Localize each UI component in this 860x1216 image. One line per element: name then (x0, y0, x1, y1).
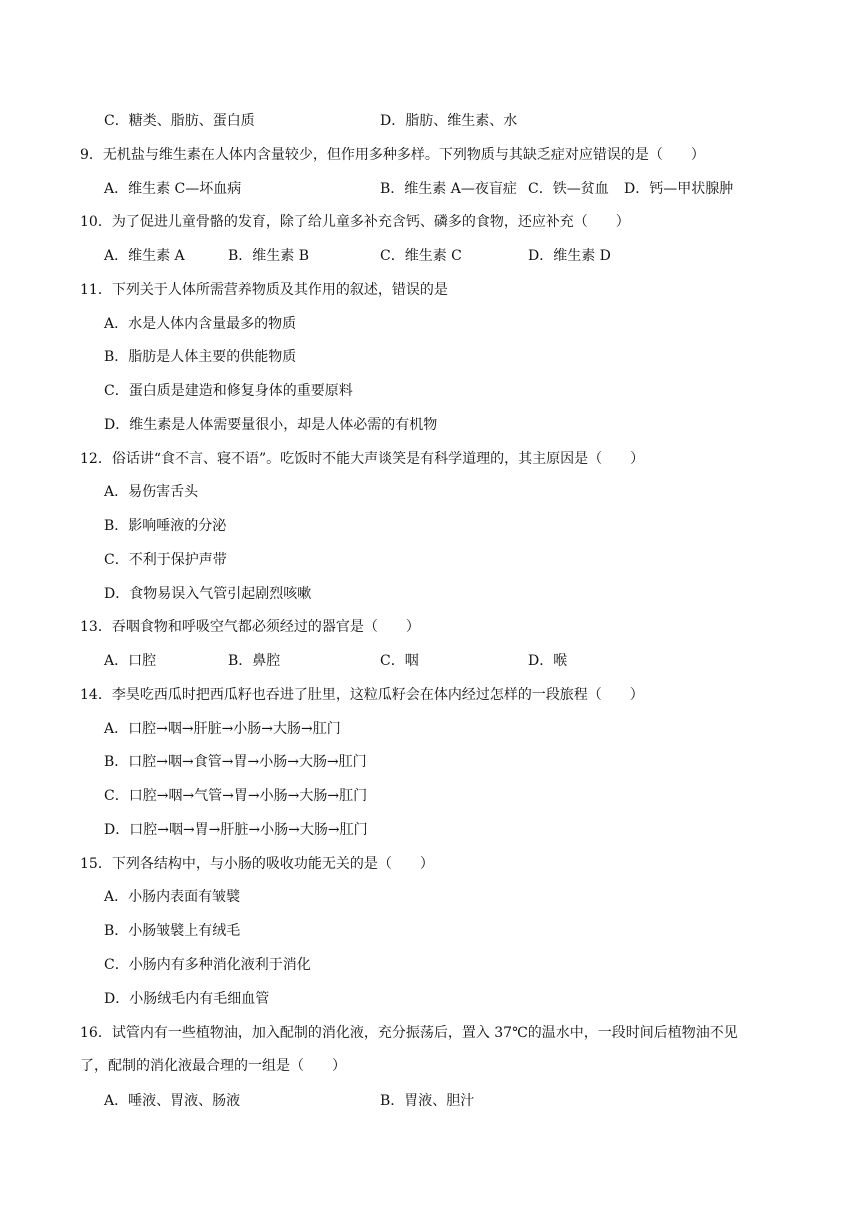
q16-stem-line1: 16．试管内有一些植物油，加入配制的消化液，充分振荡后，置入 37℃的温水中，一段时间后植物油不见 (80, 1025, 738, 1041)
q8-option-c: C．糖类、脂肪、蛋白质 (104, 113, 255, 129)
q15-option-a: A．小肠内表面有皱襞 (104, 889, 241, 905)
q13-option-b: B．鼻腔 (228, 653, 281, 669)
q15-stem: 15．下列各结构中，与小肠的吸收功能无关的是（ ） (80, 856, 434, 872)
q16-stem-line2: 了，配制的消化液最合理的一组是（ ） (80, 1058, 346, 1074)
q12-option-d: D．食物易误入气管引起剧烈咳嗽 (104, 586, 312, 602)
q11-option-d: D．维生素是人体需要量很小，却是人体必需的有机物 (104, 417, 438, 433)
q13-stem: 13．吞咽食物和呼吸空气都必须经过的器官是（ ） (80, 619, 420, 635)
q13-option-a: A．口腔 (104, 653, 157, 669)
q14-option-d: D．口腔→咽→胃→肝脏→小肠→大肠→肛门 (104, 822, 368, 838)
q13-option-c: C．咽 (380, 653, 419, 669)
q11-option-a: A．水是人体内含量最多的物质 (104, 316, 297, 332)
q9-option-b: B．维生素 A—夜盲症 (380, 181, 517, 197)
q9-stem: 9．无机盐与维生素在人体内含量较少，但作用多种多样。下列物质与其缺乏症对应错误的是（ ） (80, 147, 705, 163)
q13-option-d: D．喉 (528, 653, 568, 669)
q14-option-a: A．口腔→咽→肝脏→小肠→大肠→肛门 (104, 721, 341, 737)
q9-option-c: C．铁—贫血 (528, 181, 609, 197)
q9-option-a: A．维生素 C—坏血病 (104, 181, 242, 197)
q10-option-b: B．维生素 B (228, 248, 310, 264)
q16-option-b: B．胃液、胆汁 (380, 1093, 475, 1109)
q15-option-d: D．小肠绒毛内有毛细血管 (104, 991, 270, 1007)
q15-option-c: C．小肠内有多种消化液利于消化 (104, 957, 311, 973)
q10-option-d: D．维生素 D (528, 248, 611, 264)
q14-option-c: C．口腔→咽→气管→胃→小肠→大肠→肛门 (104, 788, 368, 804)
q10-stem: 10．为了促进儿童骨骼的发育，除了给儿童多补充含钙、磷多的食物，还应补充（ ） (80, 214, 630, 230)
q15-option-b: B．小肠皱襞上有绒毛 (104, 923, 241, 939)
q10-option-a: A．维生素 A (104, 248, 185, 264)
q12-option-b: B．影响唾液的分泌 (104, 518, 227, 534)
q12-option-c: C．不利于保护声带 (104, 552, 227, 568)
q12-stem: 12．俗话讲“食不言、寝不语”。吃饭时不能大声谈笑是有科学道理的，其主原因是（ ） (80, 451, 645, 467)
q10-option-c: C．维生素 C (380, 248, 462, 264)
q14-stem: 14．李昊吃西瓜时把西瓜籽也吞进了肚里，这粒瓜籽会在体内经过怎样的一段旅程（ ） (80, 687, 644, 703)
q11-stem: 11．下列关于人体所需营养物质及其作用的叙述，错误的是 (80, 282, 448, 298)
q8-option-d: D．脂肪、维生素、水 (380, 113, 518, 129)
q12-option-a: A．易伤害舌头 (104, 484, 199, 500)
q9-option-d: D．钙—甲状腺肿 (624, 181, 734, 197)
q11-option-c: C．蛋白质是建造和修复身体的重要原料 (104, 383, 353, 399)
q16-option-a: A．唾液、胃液、肠液 (104, 1093, 241, 1109)
q14-option-b: B．口腔→咽→食管→胃→小肠→大肠→肛门 (104, 754, 367, 770)
q11-option-b: B．脂肪是人体主要的供能物质 (104, 349, 297, 365)
